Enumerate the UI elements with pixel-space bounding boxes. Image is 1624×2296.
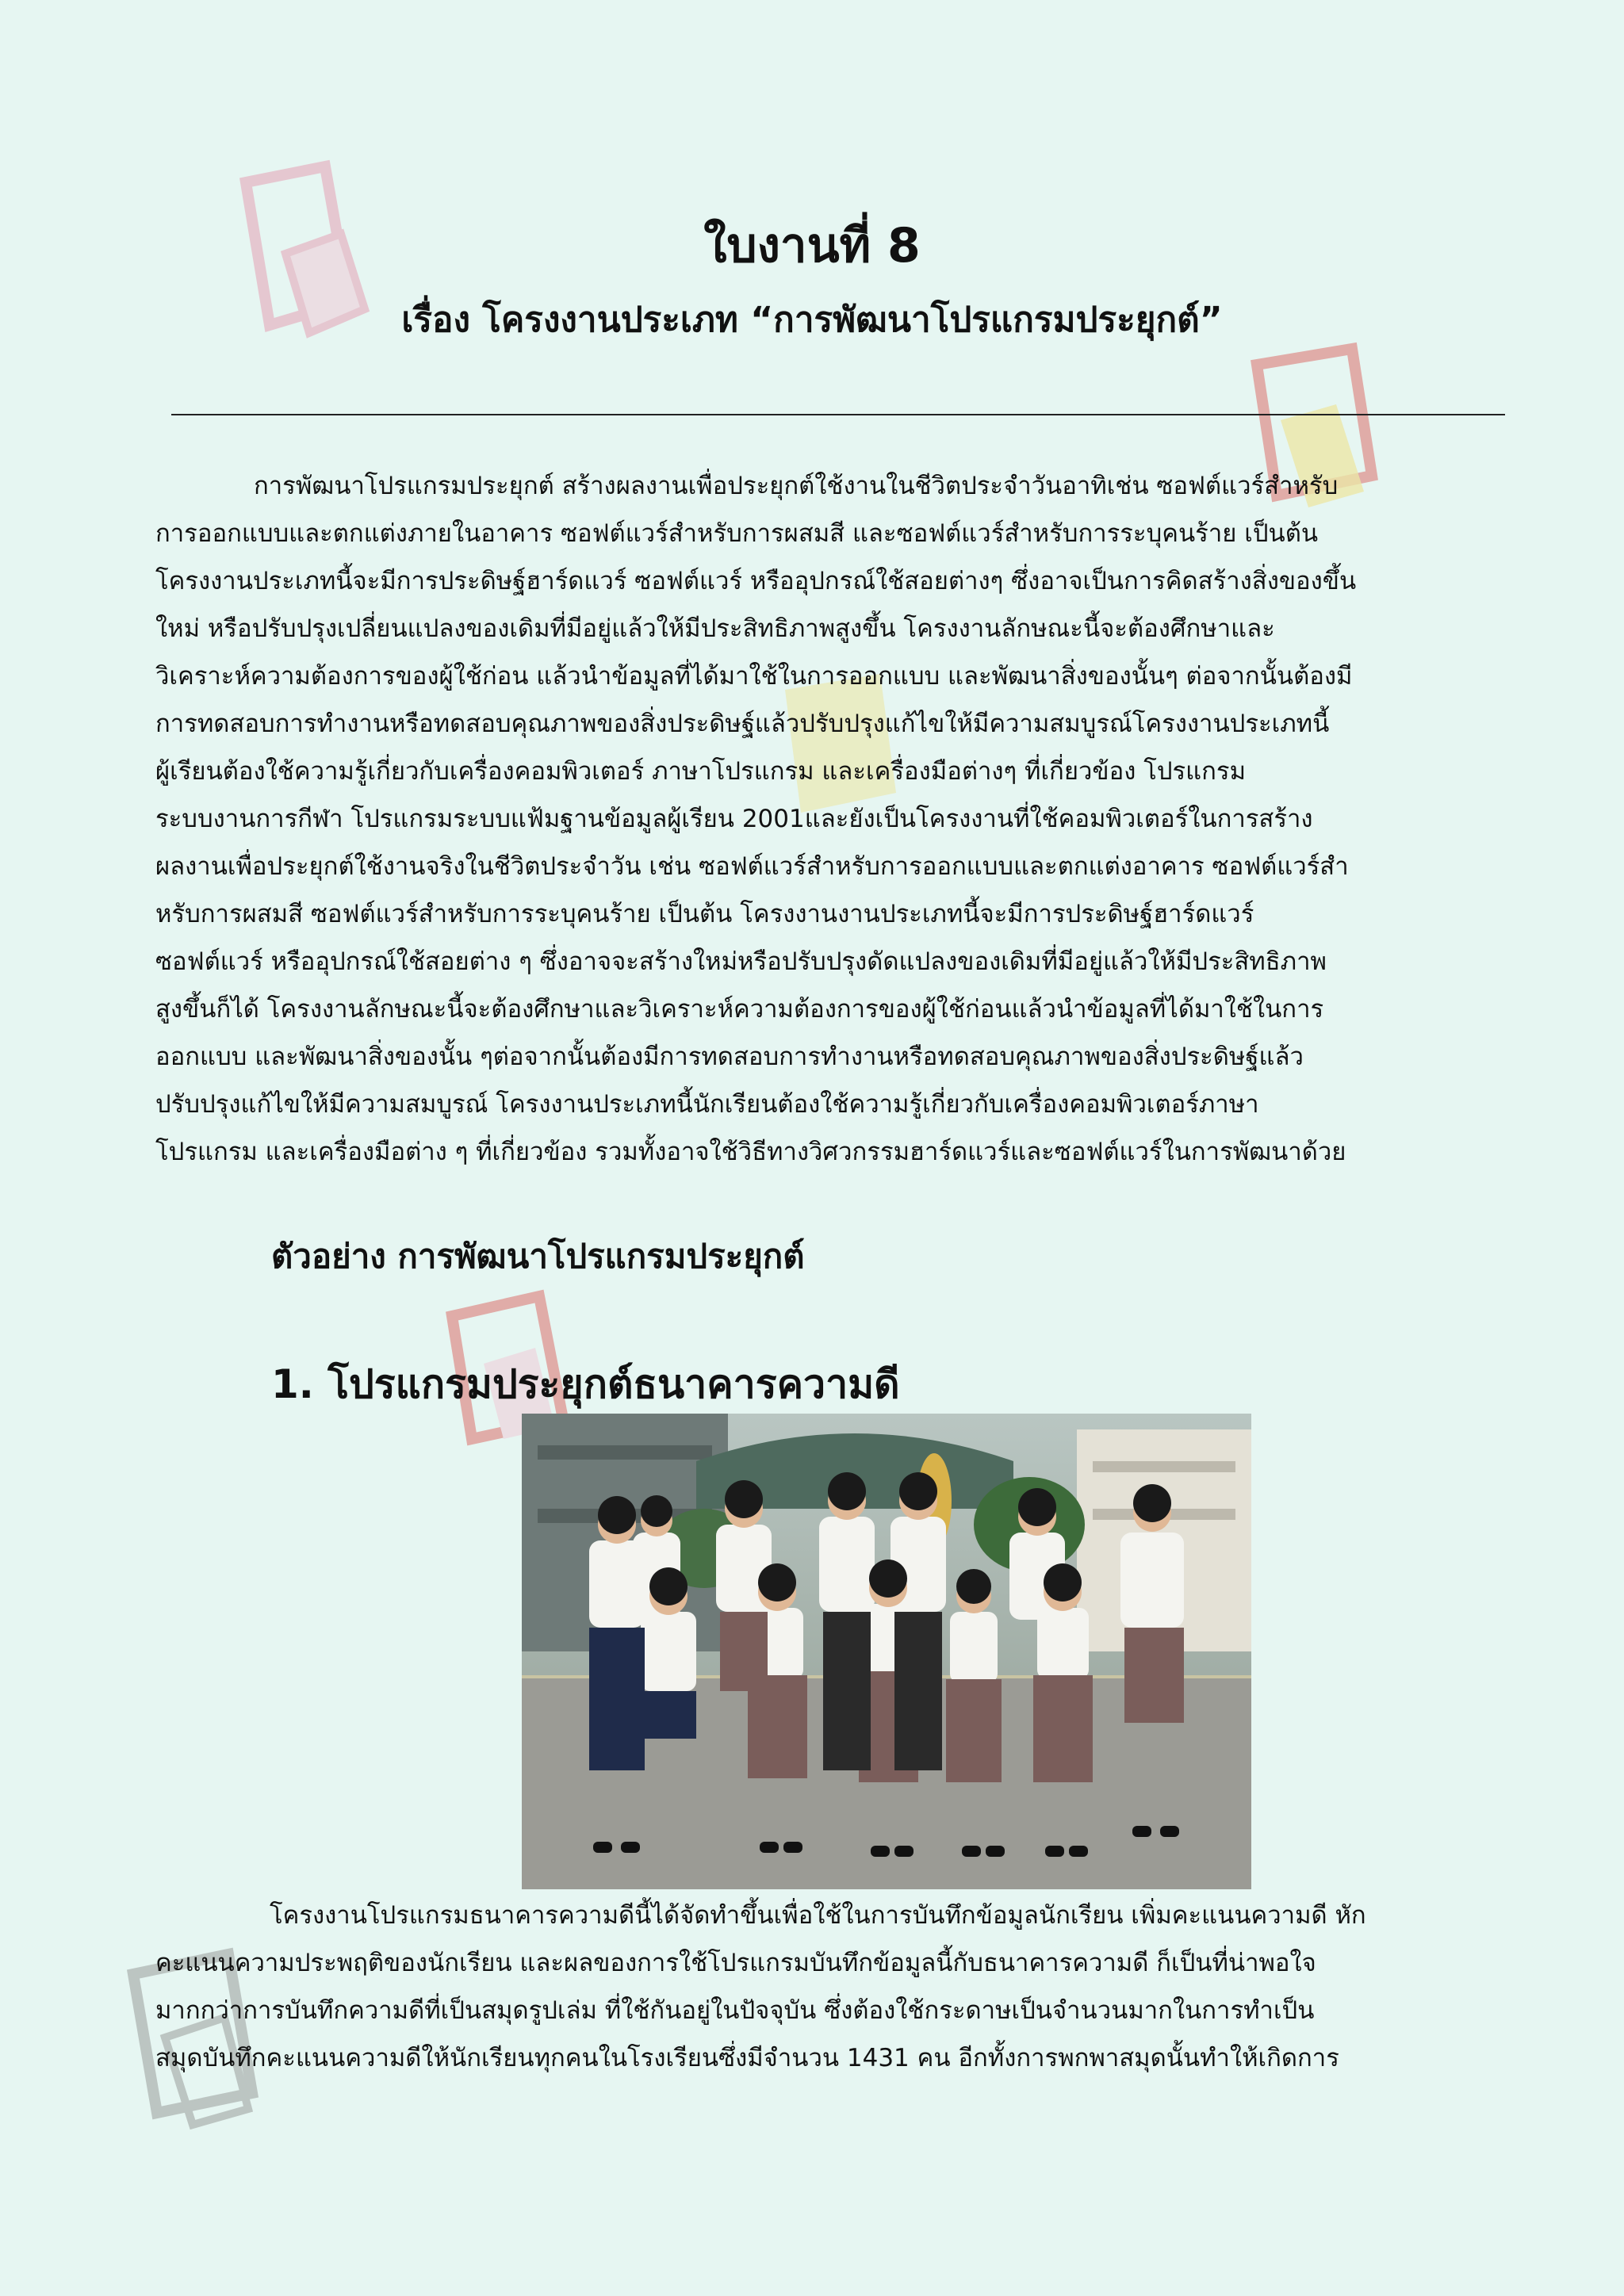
paragraph-line: การทดสอบการทำงานหรือทดสอบคุณภาพของสิ่งประดิษฐ์แล้วปรับปรุงแก้ไขให้มีความสมบูรณ์โครงงานประเภทนี้ (155, 710, 1330, 738)
paragraph-line: สูงขึ้นก็ได้ โครงงานลักษณะนี้จะต้องศึกษาและวิเคราะห์ความต้องการของผู้ใช้ก่อนแล้วนำข้อมูลที่ได้มาใช้ในการ (155, 995, 1324, 1024)
paragraph-line: การออกแบบและตกแต่งภายในอาคาร ซอฟต์แวร์สำหรับการผสมสี และซอฟต์แวร์สำหรับการระบุคนร้าย เป็นต้น (155, 519, 1319, 548)
paragraph-line: ซอฟต์แวร์ หรืออุปกรณ์ใช้สอยต่าง ๆ ซึ่งอาจจะสร้างใหม่หรือปรับปรุงดัดแปลงของเดิมที่มีอยู่แล้วให้มีประสิทธิภาพ (155, 947, 1327, 976)
worksheet-subtitle: เรื่อง โครงงานประเภท “การพัฒนาโปรแกรมประยุกต์” (401, 300, 1223, 340)
paragraph-line: โปรแกรม และเครื่องมือต่าง ๆ ที่เกี่ยวข้อง รวมทั้งอาจใช้วิธีทางวิศวกรรมฮาร์ดแวร์และซอฟต์แวร์ในการพัฒนาด้วย (155, 1138, 1346, 1166)
paragraph-line: คะแนนความประพฤติของนักเรียน และผลของการใช้โปรแกรมบันทึกข้อมูลนี้กับธนาคารความดี ก็เป็นที่น่าพอใจ (155, 1949, 1316, 1977)
paragraph-line: หรับการผสมสี ซอฟต์แวร์สำหรับการระบุคนร้าย เป็นต้น โครงงานงานประเภทนี้จะมีการประดิษฐ์ฮาร์ดแวร์ (155, 900, 1254, 928)
paragraph-line: การพัฒนาโปรแกรมประยุกต์ สร้างผลงานเพื่อประยุกต์ใช้งานในชีวิตประจำวันอาทิเช่น ซอฟต์แวร์สำหรับ (254, 472, 1339, 500)
title-divider (171, 414, 1505, 415)
paragraph-line: ผลงานเพื่อประยุกต์ใช้งานจริงในชีวิตประจำวัน เช่น ซอฟต์แวร์สำหรับการออกแบบและตกแต่งอาคาร ซอฟต์แวร์สำ (155, 852, 1349, 881)
program-description (155, 1892, 1503, 2082)
students-group-photo (522, 1414, 1251, 1889)
paragraph-line: ระบบงานการกีฬา โปรแกรมระบบแฟ้มฐานข้อมูลผู้เรียน 2001และยังเป็นโครงงานที่ใช้คอมพิวเตอร์ในการสร้าง (155, 805, 1313, 833)
paragraph-line: ปรับปรุงแก้ไขให้มีความสมบูรณ์ โครงงานประเภทนี้นักเรียนต้องใช้ความรู้เกี่ยวกับเครื่องคอมพิวเตอร์ภาษา (155, 1090, 1259, 1119)
intro-paragraph (155, 462, 1503, 1176)
paragraph-line: วิเคราะห์ความต้องการของผู้ใช้ก่อน แล้วนำข้อมูลที่ได้มาใช้ในการออกแบบ และพัฒนาสิ่งของนั้นๆ ต่อจากนั้นต้องมี (155, 662, 1353, 691)
paragraph-line: โครงงานโปรแกรมธนาคารความดีนี้ได้จัดทำขึ้นเพื่อใช้ในการบันทึกข้อมูลนักเรียน เพิ่มคะแนนความดี หัก (270, 1901, 1366, 1930)
paragraph-line: ใหม่ หรือปรับปรุงเปลี่ยนแปลงของเดิมที่มีอยู่แล้วให้มีประสิทธิภาพสูงขึ้น โครงงานลักษณะนี้จะต้องศึกษาและ (155, 614, 1275, 643)
paragraph-line: ผู้เรียนต้องใช้ความรู้เกี่ยวกับเครื่องคอมพิวเตอร์ ภาษาโปรแกรม และเครื่องมือต่างๆ ที่เกี่ยวข้อง โปรแกรม (155, 757, 1247, 786)
paragraph-line: สมุดบันทึกคะแนนความดีให้นักเรียนทุกคนในโรงเรียนซึ่งมีจำนวน 1431 คน อีกทั้งการพกพาสมุดนั้นทำให้เกิดการ (155, 2044, 1339, 2072)
worksheet-title: ใบงานที่ 8 (703, 218, 921, 274)
paragraph-line: ออกแบบ และพัฒนาสิ่งของนั้น ๆต่อจากนั้นต้องมีการทดสอบการทำงานหรือทดสอบคุณภาพของสิ่งประดิษฐ์แล้ว (155, 1043, 1304, 1071)
example-heading: ตัวอย่าง การพัฒนาโปรแกรมประยุกต์ (271, 1237, 805, 1276)
paragraph-line: โครงงานประเภทนี้จะมีการประดิษฐ์ฮาร์ดแวร์ ซอฟต์แวร์ หรืออุปกรณ์ใช้สอยต่างๆ ซึ่งอาจเป็นการคิดสร้างสิ่งของขึ้น (155, 567, 1357, 595)
program-heading: 1. โปรแกรมประยุกต์ธนาคารความดี (271, 1361, 900, 1407)
paragraph-line: มากกว่าการบันทึกความดีที่เป็นสมุดรูปเล่ม ที่ใช้กันอยู่ในปัจจุบัน ซึ่งต้องใช้กระดาษเป็นจำนวนมากในการทำเป็น (155, 1996, 1315, 2025)
